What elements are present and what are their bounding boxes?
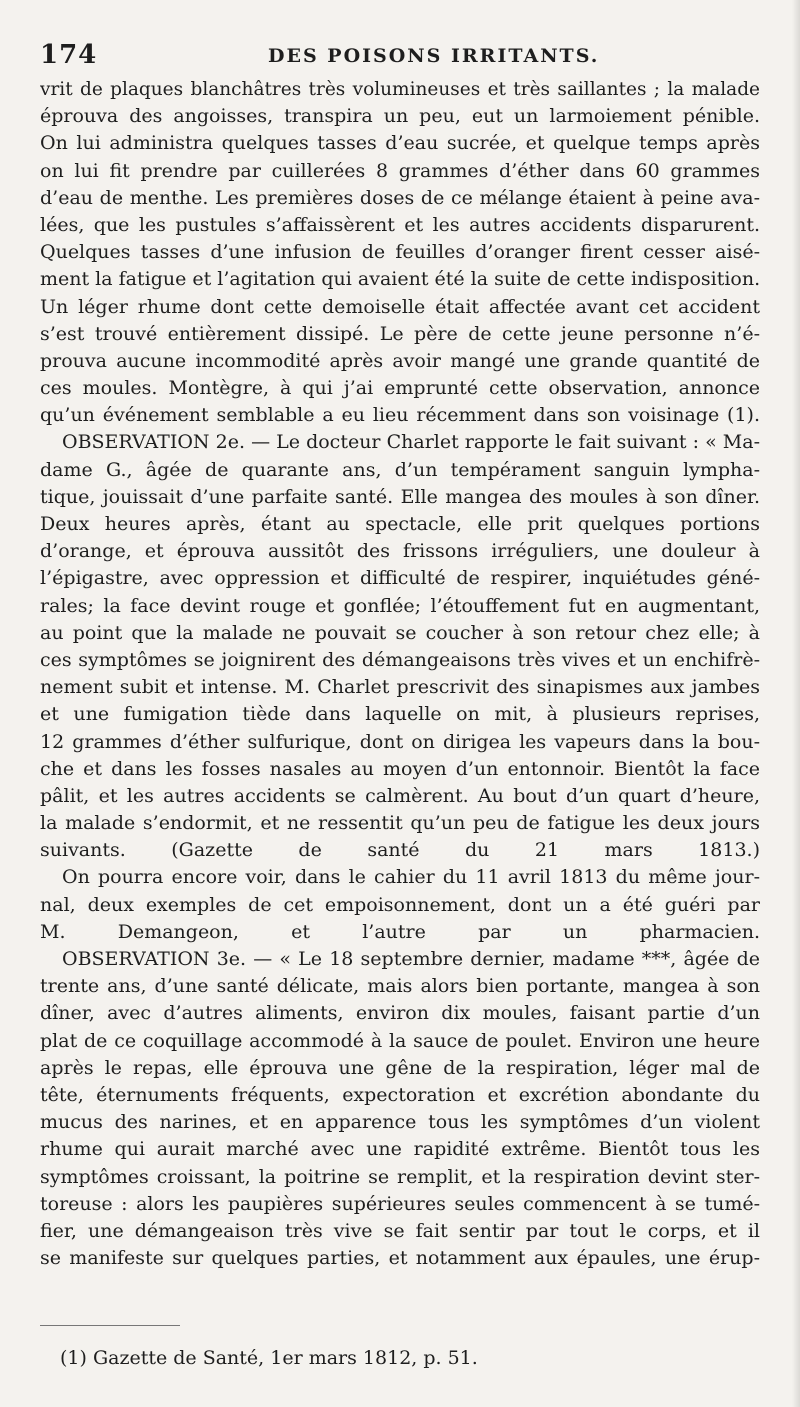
text-line: nement subit et intense. M. Charlet prescrivit des sinapismes aux jambes xyxy=(40,676,760,699)
text-line: nal, deux exemples de cet empoisonnement, dont un a été guéri par xyxy=(40,893,760,916)
footnote: (1) Gazette de Santé, 1er mars 1812, p. 51. xyxy=(60,1347,478,1369)
text-line: OBSERVATION 3e. — « Le 18 septembre dernier, madame ***, âgée de xyxy=(62,948,760,970)
text-line: pâlit, et les autres accidents se calmèrent. Au bout d’un quart d’heure, xyxy=(40,784,760,807)
text-line: On pourra encore voir, dans le cahier du 11 avril 1813 du même jour- xyxy=(62,866,760,889)
text-line: tête, éternuments fréquents, expectoration et excrétion abondante du xyxy=(40,1083,760,1106)
text-line: suivants. (Gazette de santé du 21 mars 1813.) xyxy=(40,839,760,862)
text-line: rales; la face devint rouge et gonflée; l’étouffement fut en augmentant, xyxy=(40,594,760,617)
text-line: plat de ce coquillage accommodé à la sauce de poulet. Environ une heure xyxy=(40,1029,760,1052)
text-line: toreuse : alors les paupières supérieures seules commencent à se tumé- xyxy=(40,1192,760,1215)
text-line: Quelques tasses d’une infusion de feuilles d’oranger firent cesser aisé- xyxy=(40,241,760,264)
text-line: éprouva des angoisses, transpira un peu, eut un larmoiement pénible. xyxy=(40,105,760,128)
page-number: 174 xyxy=(40,40,98,70)
text-line: l’épigastre, avec oppression et difficulté de respirer, inquiétudes géné- xyxy=(40,567,760,590)
text-line: tique, jouissait d’une parfaite santé. Elle mangea des moules à son dîner. xyxy=(40,485,760,508)
text-line: OBSERVATION 2e. — Le docteur Charlet rapporte le fait suivant : « Ma- xyxy=(62,431,760,454)
text-line: vrit de plaques blanchâtres très volumineuses et très saillantes ; la malade xyxy=(40,79,760,100)
text-line: ces symptômes se joignirent des démangeaisons très vives et un enchifrè- xyxy=(40,648,760,671)
text-line: qu’un événement semblable a eu lieu récemment dans son voisinage (1). xyxy=(40,404,760,427)
text-line: prouva aucune incommodité après avoir mangé une grande quantité de xyxy=(40,349,760,372)
running-title: DES POISONS IRRITANTS. xyxy=(268,45,600,67)
text-line: On lui administra quelques tasses d’eau sucrée, et quelque temps après xyxy=(40,132,760,155)
page-header xyxy=(40,40,760,80)
text-line: se manifeste sur quelques parties, et notamment aux épaules, une érup- xyxy=(40,1247,760,1270)
text-line: trente ans, d’une santé délicate, mais alors bien portante, mangea à son xyxy=(40,975,760,998)
text-line: ces moules. Montègre, à qui j’ai emprunté cette observation, annonce xyxy=(40,377,760,400)
text-line: après le repas, elle éprouva une gêne de la respiration, léger mal de xyxy=(40,1056,760,1079)
text-line: Deux heures après, étant au spectacle, elle prit quelques portions xyxy=(40,513,760,535)
text-line: rhume qui aurait marché avec une rapidité extrême. Bientôt tous les xyxy=(40,1138,760,1161)
text-line: d’orange, et éprouva aussitôt des frissons irréguliers, une douleur à xyxy=(40,540,760,563)
body-text xyxy=(40,76,760,1272)
text-line: on lui fit prendre par cuillerées 8 grammes d’éther dans 60 grammes xyxy=(40,159,760,182)
text-line: fier, une démangeaison très vive se fait sentir par tout le corps, et il xyxy=(40,1219,760,1242)
text-line: che et dans les fosses nasales au moyen d’un entonnoir. Bientôt la face xyxy=(40,757,760,780)
text-line: symptômes croissant, la poitrine se remplit, et la respiration devint ster- xyxy=(40,1165,760,1188)
text-line: lées, que les pustules s’affaissèrent et les autres accidents disparurent. xyxy=(40,213,760,236)
text-line: dîner, avec d’autres aliments, environ dix moules, faisant partie d’un xyxy=(40,1002,760,1025)
text-line: dame G., âgée de quarante ans, d’un tempérament sanguin lympha- xyxy=(40,458,760,481)
text-line: M. Demangeon, et l’autre par un pharmacien. xyxy=(40,920,760,943)
footnote-separator xyxy=(40,1325,180,1326)
text-line: s’est trouvé entièrement dissipé. Le père de cette jeune personne n’é- xyxy=(40,322,760,345)
text-line: Un léger rhume dont cette demoiselle était affectée avant cet accident xyxy=(40,295,760,318)
text-line: et une fumigation tiède dans laquelle on mit, à plusieurs reprises, xyxy=(40,703,760,726)
text-line: mucus des narines, et en apparence tous les symptômes d’un violent xyxy=(40,1111,760,1134)
text-line: au point que la malade ne pouvait se coucher à son retour chez elle; à xyxy=(40,621,760,644)
text-line: d’eau de menthe. Les premières doses de ce mélange étaient à peine ava- xyxy=(40,186,760,209)
text-line: 12 grammes d’éther sulfurique, dont on dirigea les vapeurs dans la bou- xyxy=(40,730,760,753)
text-line: la malade s’endormit, et ne ressentit qu’un peu de fatigue les deux jours xyxy=(40,812,760,835)
text-line: ment la fatigue et l’agitation qui avaient été la suite de cette indisposition. xyxy=(40,268,760,291)
